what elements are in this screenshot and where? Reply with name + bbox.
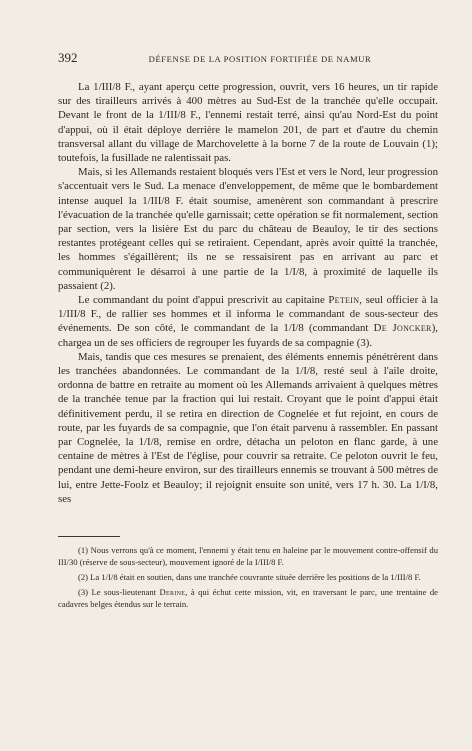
footnotes [58, 545, 438, 610]
name-de-joncker: De Joncker [373, 322, 432, 335]
footnote-2: (2) La 1/I/8 était en soutien, dans une tranchée couvrante située derrière les positions de la 1/III/8 F. [78, 571, 421, 582]
footnote-3-part-b: , à qui échut cette mission, vit, en traversant le parc, une trentaine de cadavres belges étendus sur le terrain. [58, 587, 438, 609]
running-title: DÉFENSE DE LA POSITION FORTIFIÉE DE NAMUR [148, 54, 372, 64]
paragraph-4: Mais, tandis que ces mesures se prenaient, des éléments ennemis pénétrèrent dans les tranchées abandonnées. Le commandant de la 1/I/8, resté seul à l'aile droite, ordonna de battre en retraite au moment où les Allemands arrivaient à quelques mètres de la tranchée tenue par la fraction qui lui restait. Croyant que le point d'appui était définitivement perdu, il se retira en direction de Cognelée et fut rejoint, en cours de route, par les fuyards de sa compagnie, que l'on était parvenu à rassembler. En passant par Cognelée, la 1/I/8, remise en ordre, détacha un peloton en flanc garde, à une centaine de mètres à l'Est de l'église, pour couvrir sa retraite. Ce peloton ouvrit le feu, pendant une demi-heure environ, sur des tirailleurs ennemis se trouvant à 500 mètres de lui, entre Jette-Foolz et Beauloy; il rejoignit ensuite son unité, vers 17 h. 30. La 1/I/8, ses [58, 350, 438, 505]
paragraph-2: Mais, si les Allemands restaient bloqués vers l'Est et vers le Nord, leur progression s'accentuait vers le Sud. La menace d'enveloppement, de même que le bombardement intense auquel la 1/III/8 F. était soumise, amenèrent son commandant à prescrire l'évacuation de la tranchée qu'elle garnissait; cette opération se fit normalement, section par section, vers la lisière Est du parc du château de Beauloy, le tir des sections restantes protégeant celles qui se retiraient. Cependant, après avoir quitté la tranchée, les hommes s'égaillèrent; ils ne se ressaisirent pas en arrivant au parc et communiquèrent le désarroi à une partie de la 1/I/8, à proximité de laquelle ils passaient (2). [58, 166, 438, 292]
page-number: 392 [58, 50, 78, 65]
footnote-3-part-a: (3) Le sous-lieutenant [78, 587, 160, 598]
footnote-1: (1) Nous verrons qu'à ce moment, l'ennemi y était tenu en haleine par le mouvement contre-offensif du III/30 (réserve de sous-secteur), mouvement ignoré de la I/III/8 F. [58, 545, 438, 567]
paragraph-3-part-c: ), chargea un de ses officiers de regrouper les fuyards de sa compagnie (3). [58, 322, 438, 349]
body-text [58, 80, 438, 506]
paragraph-1: La 1/III/8 F., ayant aperçu cette progression, ouvrit, vers 16 heures, un tir rapide sur des tirailleurs arrivés à 400 mètres au Sud-Est de la tranchée qu'elle occupait. Devant le front de la 1/III/8 F., l'ennemi restait terré, ainsi qu'au Nord-Est du point d'appui, où il était déploye derrière le mamelon 201, de part et d'autre du chemin transversal allant du village de Marchovelette à la borne 7 de la route de Louvain (1); toutefois, la fusillade ne ralentissait pas. [58, 81, 438, 165]
footnote-3 [58, 587, 438, 610]
name-petein: Petein [328, 294, 360, 307]
name-derine: Derine [159, 587, 186, 598]
footnote-divider [58, 536, 120, 537]
paragraph-3-part-b: , seul officier à la 1/III/8 F., de rallier ses hommes et il informa le commandant de sous-secteur des événements. De son côté, le commandant de la 1/I/8 (commandant [58, 294, 439, 335]
paragraph-3 [58, 293, 438, 350]
paragraph-3-part-a: Le commandant du point d'appui prescrivit au capitaine [78, 294, 329, 307]
running-head [58, 50, 438, 66]
